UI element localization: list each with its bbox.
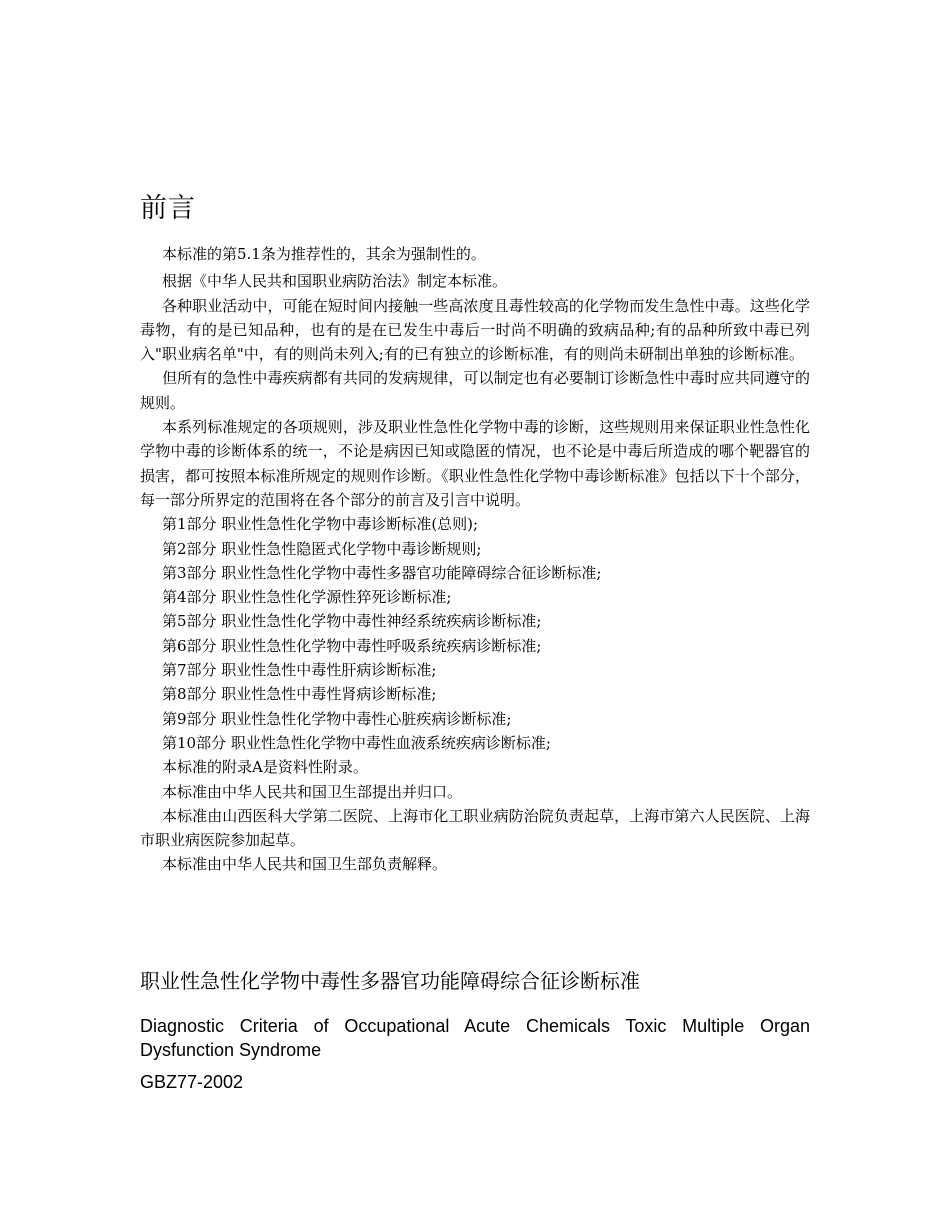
part-list-item: 第5部分 职业性急性化学物中毒性神经系统疾病诊断标准; bbox=[162, 612, 542, 631]
part-list-item: 第2部分 职业性急性隐匿式化学物中毒诊断规则; bbox=[162, 539, 482, 558]
paragraph-recommended-clause: 本标准的第5.1条为推荐性的，其余为强制性的。 bbox=[162, 245, 486, 263]
preface-body bbox=[140, 242, 810, 877]
standard-title-cn: 职业性急性化学物中毒性多器官功能障碍综合征诊断标准 bbox=[140, 969, 640, 993]
part-list-item: 第6部分 职业性急性化学物中毒性呼吸系统疾病诊断标准; bbox=[162, 636, 542, 655]
part-list-item: 第4部分 职业性急性化学源性猝死诊断标准; bbox=[162, 588, 452, 607]
part-list-item: 第1部分 职业性急性化学物中毒诊断标准(总则); bbox=[162, 515, 479, 534]
paragraph-interpretation: 本标准由中华人民共和国卫生部负责解释。 bbox=[162, 855, 448, 874]
paragraph-drafters: 本标准由山西医科大学第二医院、上海市化工职业病防治院负责起草，上海市第六人民医院、上海市职业病医院参加起草。 bbox=[140, 806, 810, 850]
paragraph-legal-basis: 根据《中华人民共和国职业病防治法》制定本标准。 bbox=[162, 272, 508, 291]
paragraph-proposer: 本标准由中华人民共和国卫生部提出并归口。 bbox=[162, 782, 463, 801]
part-list-item: 第8部分 职业性急性中毒性肾病诊断标准; bbox=[162, 685, 437, 704]
part-list-item: 第9部分 职业性急性化学物中毒性心脏疾病诊断标准; bbox=[162, 709, 512, 728]
standard-code: GBZ77-2002 bbox=[140, 1072, 244, 1092]
paragraph-common-rules: 但所有的急性中毒疾病都有共同的发病规律，可以制定也有必要制订诊断急性中毒时应共同遵守的规则。 bbox=[140, 369, 810, 412]
part-list-item: 第7部分 职业性急性中毒性肝病诊断标准; bbox=[162, 661, 437, 680]
paragraph-background: 各种职业活动中，可能在短时间内接触一些高浓度且毒性较高的化学物而发生急性中毒。这些化学毒物，有的是已知品种，也有的是在已发生中毒后一时尚不明确的致病品种;有的品种所致中毒已列入"职业病名单"中，有的则尚未列入;有的已有独立的诊断标准，有的则尚未研制出单独的诊断标准。 bbox=[140, 296, 810, 364]
part-list-item: 第3部分 职业性急性化学物中毒性多器官功能障碍综合征诊断标准; bbox=[162, 563, 602, 582]
paragraph-appendix-note: 本标准的附录A是资料性附录。 bbox=[162, 758, 368, 777]
paragraph-series-scope: 本系列标准规定的各项规则，涉及职业性急性化学物中毒的诊断，这些规则用来保证职业性急性化学物中毒的诊断体系的统一，不论是病因已知或隐匿的情况，也不论是中毒后所造成的哪个靶器官的损害，都可按照本标准所规定的规则作诊断。《职业性急性化学物中毒诊断标准》包括以下十个部分，每一部分所界定的范围将在各个部分的前言及引言中说明。 bbox=[140, 418, 810, 509]
part-list-item: 第10部分 职业性急性化学物中毒性血液系统疾病诊断标准; bbox=[162, 733, 551, 752]
preface-title: 前言 bbox=[140, 193, 196, 224]
standard-title-en: Diagnostic Criteria of Occupational Acute Chemicals Toxic Multiple Organ Dysfunction Syndrome bbox=[140, 1016, 810, 1060]
